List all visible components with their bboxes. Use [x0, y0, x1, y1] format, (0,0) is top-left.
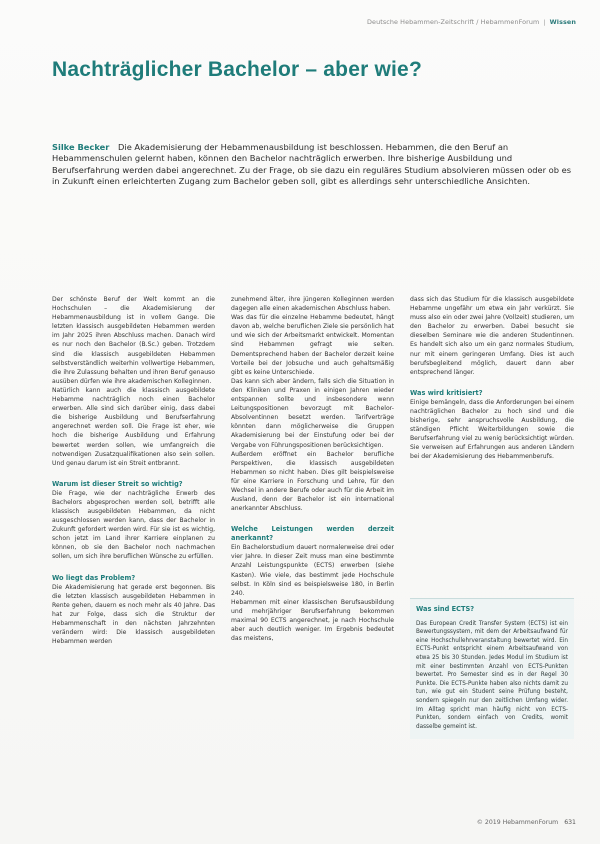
running-header — [367, 18, 576, 26]
paragraph: Die Akademisierung hat gerade erst begonnen. Bis die letzten klassisch ausgebildeten Hebammen in Rente gehen, dauern es noch mehr als 40 Jahre. Das hat zur Folge, dass sich die Struktur der Hebammenschaft in den nächsten Jahrzehnten verändern wird: Die klassisch ausgebildeten Hebammen werden — [52, 583, 215, 646]
subheading: Was wird kritisiert? — [410, 388, 483, 397]
header-separator: | — [543, 18, 546, 26]
paragraph: Einige bemängeln, dass die Anforderungen bei einem nachträglichen Bachelor zu hoch sind und die bisherige, sehr anspruchsvolle Ausbildung, die ständigen Pflicht Weiterbildungen sowie die Berufserfahrung viel zu wenig berücksichtigt würden. Sie verweisen auf Erfahrungen aus anderen Ländern bei der Akademisierung des Hebammenberufs. — [410, 398, 574, 461]
article-title: Nachträglicher Bachelor – aber wie? — [52, 58, 422, 82]
author-name: Silke Becker — [52, 142, 110, 152]
paragraph: zunehmend älter, ihre jüngeren Kolleginnen werden dagegen alle einen akademischen Abschluss haben. — [231, 296, 394, 313]
page-number: 631 — [564, 819, 576, 826]
paragraph: Was das für die einzelne Hebamme bedeutet, hängt davon ab, welche beruflichen Ziele sie persönlich hat und wie sich der Arbeitsmarkt entwickelt. Momentan sind Hebammen gefragt wie selten. Dementsprechend haben der Bachelor derzeit keine Vorteile bei der Jobsuche und auch gehaltsmäßig gibt es keine Unterschiede. — [231, 314, 394, 376]
info-box-text: Das European Credit Transfer System (ECTS) ist ein Bewertungssystem, mit dem der Arbeitsaufwand für eine Hochschullehrveranstaltung bewertet wird. Ein ECTS-Punkt entspricht einem Arbeitsaufwand von etwa 25 bis 30 Stunden. Jedes Modul im Studium ist mit einer bestimmten Anzahl von ECTS-Punkten bewertet. Pro Semester sind es in der Regel 30 Punkte. Die ECTS-Punkte haben also nichts damit zu tun, wie gut ein Student seine Prüfung besteht, sondern spiegeln nur den zeitlichen Umfang wider. Im Alltag spricht man häufig nicht von ECTS-Punkten, sondern einfach von Credits, womit dasselbe gemeint ist. — [416, 620, 568, 730]
subheading: Wo liegt das Problem? — [52, 573, 136, 582]
lead-text: Die Akademisierung der Hebammenausbildung ist beschlossen. Hebammen, die den Beruf an Hebammenschulen gelernt haben, können den Bachelor nachträglich erwerben. Ihre bisherige Ausbildung und Berufserfahrung werden dabei angerechnet. Zu der Frage, ob sie dazu ein reguläres Studium absolvieren müssen oder ob es in Zukunft einen erleichterten Zugang zum Bachelor geben soll, gibt es allerdings sehr unterschiedliche Ansichten. — [52, 142, 572, 186]
paragraph: Der schönste Beruf der Welt kommt an die Hochschulen – die Akademisierung der Hebammenausbildung ist in vollem Gange. Die letzten klassisch ausgebildeten Hebammen werden im Jahr 2025 ihren Abschluss machen. Danach wird es nur noch den Bachelor (B.Sc.) geben. Trotzdem sind die klassisch ausgebildeten Hebammen selbstverständlich weiterhin vollwertige Hebammen, die ihre Zulassung behalten und ihren Beruf genauso ausüben dürfen wie ihre akademischen Kolleginnen. — [52, 296, 215, 385]
text-column-3 — [410, 295, 574, 462]
paragraph: Die Frage, wie der nachträgliche Erwerb des Bachelors abgesprochen werden soll, betrifft alle klassisch ausgebildeten Hebammen, da nicht ausgeschlossen werden kann, dass der Bachelor in Zukunft gefordert werden wird. Für sie ist es wichtig, schon jetzt im Land ihrer Karriere einplanen zu können, ob sie den Bachelor noch nachmachen sollen, um sich ihre beruflichen Wünsche zu erfüllen. — [52, 489, 215, 561]
ects-info-box — [410, 598, 574, 739]
footer-magazine: © 2019 HebammenForum — [476, 819, 559, 826]
subheading: Warum ist dieser Streit so wichtig? — [52, 479, 183, 488]
paragraph: Ein Bachelorstudium dauert normalerweise drei oder vier Jahre. In dieser Zeit muss man eine bestimmte Anzahl Leistungspunkte (ECTS) erwerben (siehe Kasten). Wie viele, das bestimmt jede Hochschule selbst. In Köln sind es beispielsweise 180, in Berlin 240. — [231, 544, 394, 597]
paragraph: Hebammen mit einer klassischen Berufsausbildung und mehrjähriger Berufserfahrung bekommen maximal 90 ECTS angerechnet, je nach Hochschule aber auch deutlich weniger. Im Ergebnis bedeutet das meistens, — [231, 598, 394, 643]
article-lead — [52, 142, 572, 187]
subheading: Welche Leistungen werden derzeit anerkannt? — [231, 525, 394, 543]
page-footer — [477, 819, 576, 826]
text-column-1 — [52, 295, 215, 646]
section-label: Wissen — [549, 18, 576, 26]
paragraph: Außerdem eröffnet ein Bachelor berufliche Perspektiven, die klassisch ausgebildeten Hebammen so nicht haben. Dies gilt beispielsweise für eine Karriere in Forschung und Lehre, für den Wechsel in andere Berufe oder auch für die Arbeit im Ausland, denn der Bachelor ist ein international anerkannter Abschluss. — [231, 450, 394, 513]
paragraph: Das kann sich aber ändern, falls sich die Situation in den Kliniken und Praxen in einigen Jahren wieder entspannen sollte und insbesondere wenn Leitungspositionen bevorzugt mit Bachelor-Absolventinnen besetzt werden. Tarifverträge könnten dann möglicherweise die Gruppen Akademisierung bei der Einstufung oder bei der Vergabe von Führungspositionen berücksichtigen. — [231, 377, 394, 449]
paragraph: Natürlich kann auch die klassisch ausgebildete Hebamme nachträglich noch einen Bachelor erwerben. Alle sind sich darüber einig, dass dabei die bisherige Ausbildung und Berufserfahrung angerechnet werden soll. Die Frage ist eher, wie hoch die bisherige Ausbildung und Erfahrung bewertet werden sollen, wie umfangreich die notwendigen Zusatzqualifikationen also sein sollen. Und genau darum ist ein Streit entbrannt. — [52, 386, 215, 467]
paragraph: dass sich das Studium für die klassisch ausgebildete Hebamme ungefähr um etwa ein Jahr verkürzt. Sie muss also ein oder zwei Jahre (Vollzeit) studieren, um den Bachelor zu erwerben. Dabei besucht sie dieselben Seminare wie die anderen Studentinnen. Es handelt sich also um ein ganz normales Studium, nur mit einem geringeren Umfang. Dies ist auch berufsbegleitend möglich, dauert dann aber entsprechend länger. — [410, 296, 574, 376]
running-title: Deutsche Hebammen-Zeitschrift / HebammenForum — [367, 18, 540, 26]
text-column-2 — [231, 295, 394, 643]
info-box-title: Was sind ECTS? — [416, 605, 475, 613]
